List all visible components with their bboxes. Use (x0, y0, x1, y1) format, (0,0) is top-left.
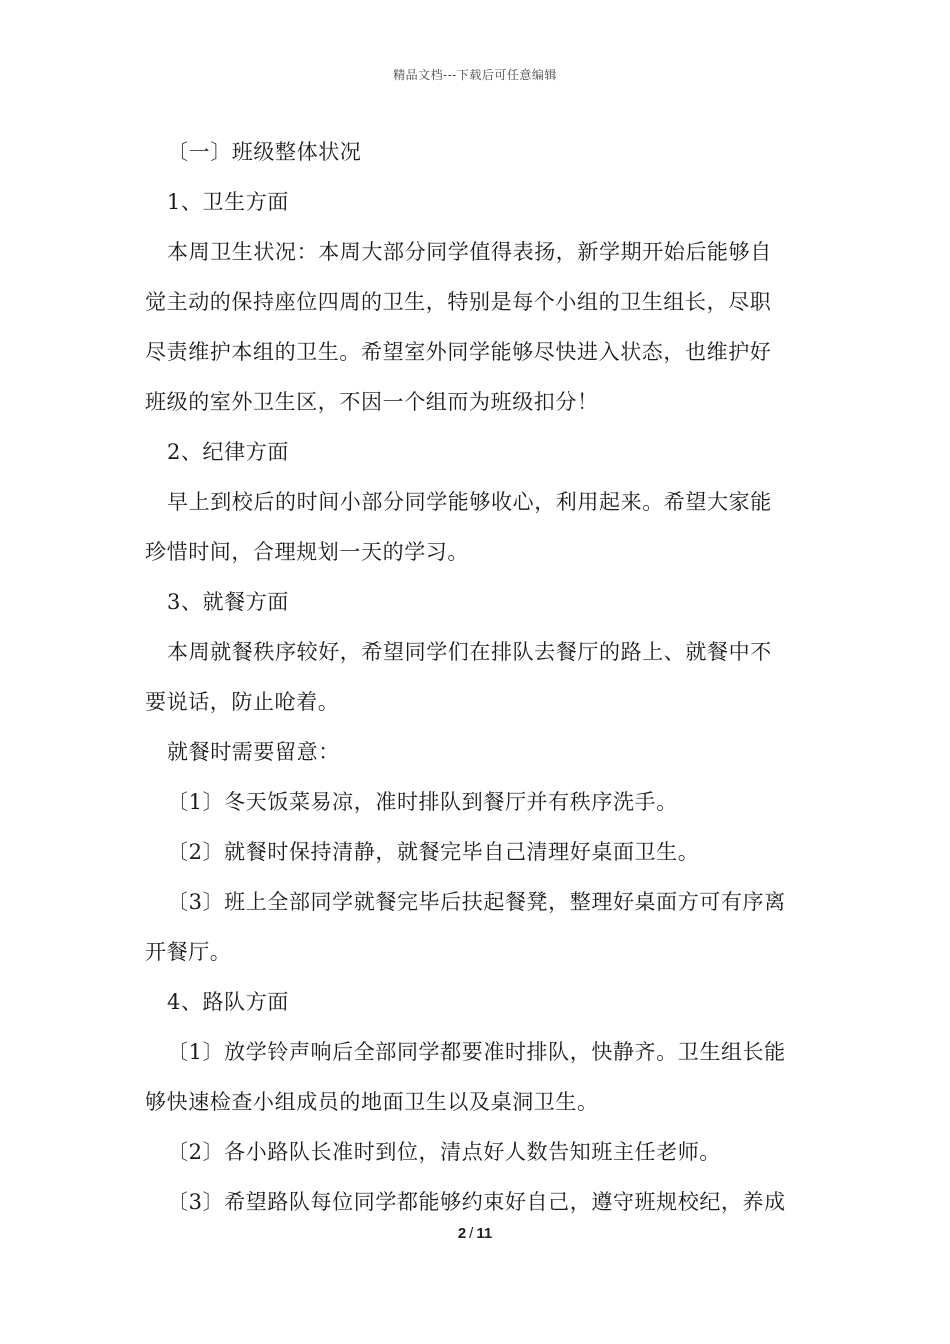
list-item: 〔2〕各小路队长准时到位，清点好人数告知班主任老师。 (167, 1140, 721, 1164)
paragraph-line: 早上到校后的时间小部分同学能够收心，利用起来。希望大家能 (167, 490, 772, 514)
total-pages: 11 (476, 1225, 493, 1242)
paragraph-line: 本周卫生状况：本周大部分同学值得表扬，新学期开始后能够自 (167, 240, 772, 264)
subsection-heading-queue: 4、路队方面 (167, 990, 289, 1014)
section-heading: 〔一〕班级整体状况 (167, 140, 362, 164)
paragraph-line: 就餐时需要留意： (167, 740, 340, 764)
list-item-continuation: 够快速检查小组成员的地面卫生以及桌洞卫生。 (145, 1090, 599, 1114)
list-item: 〔1〕冬天饭菜易凉，准时排队到餐厅并有秩序洗手。 (167, 790, 678, 814)
paragraph-line: 珍惜时间，合理规划一天的学习。 (145, 540, 469, 564)
current-page: 2 (457, 1225, 467, 1242)
list-item: 〔3〕班上全部同学就餐完毕后扶起餐凳，整理好桌面方可有序离 (167, 890, 786, 914)
paragraph-line: 觉主动的保持座位四周的卫生，特别是每个小组的卫生组长，尽职 (145, 290, 772, 314)
page-header: 精品文档---下载后可任意编辑 (393, 68, 557, 82)
paragraph-line: 班级的室外卫生区，不因一个组而为班级扣分！ (145, 390, 599, 414)
document-body (145, 127, 810, 1227)
list-item: 〔2〕就餐时保持清静，就餐完毕自己清理好桌面卫生。 (167, 840, 700, 864)
subsection-heading-discipline: 2、纪律方面 (167, 440, 289, 464)
page-separator: / (469, 1225, 474, 1242)
subsection-heading-dining: 3、就餐方面 (167, 590, 289, 614)
list-item-continuation: 开餐厅。 (145, 940, 232, 964)
list-item: 〔3〕希望路队每位同学都能够约束好自己，遵守班规校纪，养成 (167, 1190, 786, 1214)
paragraph-line: 尽责维护本组的卫生。希望室外同学能够尽快进入状态，也维护好 (145, 340, 772, 364)
paragraph-line: 本周就餐秩序较好，希望同学们在排队去餐厅的路上、就餐中不 (167, 640, 772, 664)
list-item: 〔1〕放学铃声响后全部同学都要准时排队，快静齐。卫生组长能 (167, 1040, 786, 1064)
page-number (0, 1225, 950, 1242)
subsection-heading-hygiene: 1、卫生方面 (167, 190, 289, 214)
paragraph-line: 要说话，防止呛着。 (145, 690, 340, 714)
